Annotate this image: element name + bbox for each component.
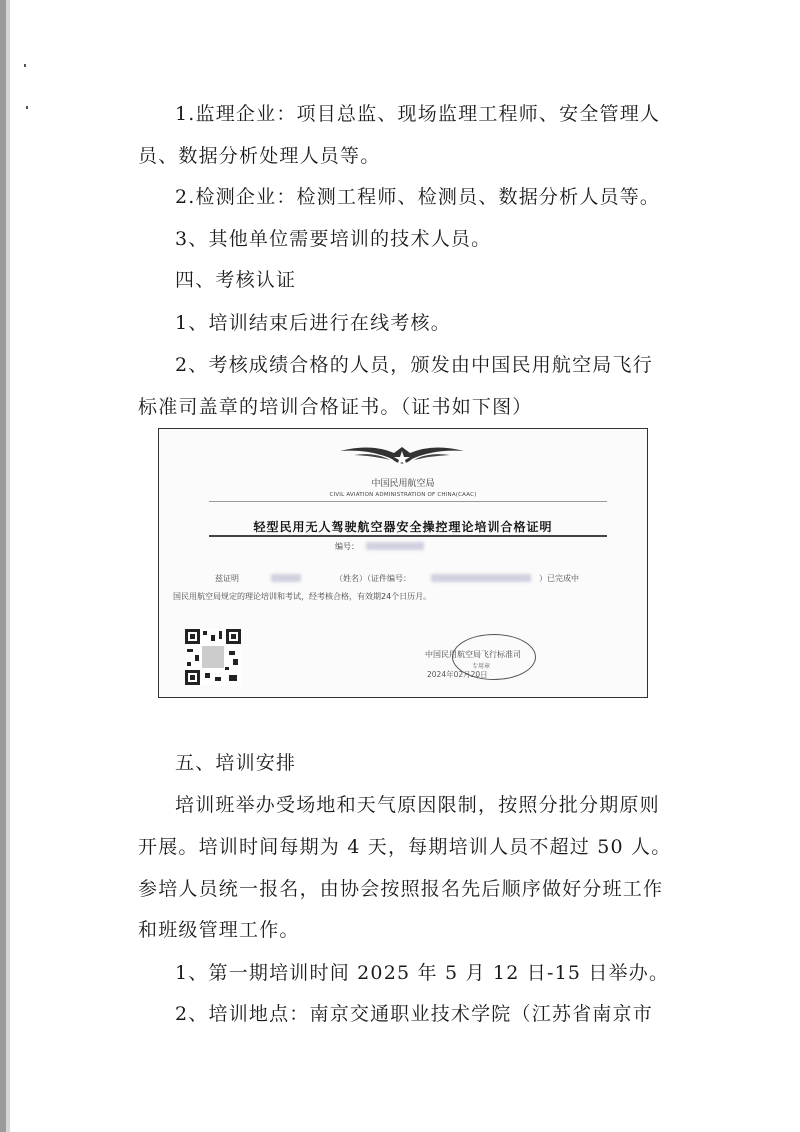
- paragraph-line: 员、数据分析处理人员等。: [138, 145, 381, 167]
- cert-prefix: 兹证明: [215, 574, 239, 583]
- paragraph-line: 参培人员统一报名，由协会按照报名先后顺序做好分班工作: [138, 878, 664, 900]
- list-item-online-exam: 1、培训结束后进行在线考核。: [175, 312, 451, 334]
- list-item-testing: 2.检测企业：检测工程师、检测员、数据分析人员等。: [175, 186, 661, 208]
- paragraph-line: 培训班举办受场地和天气原因限制，按照分批分期原则: [175, 794, 660, 816]
- cert-org-name: 中国民用航空局: [371, 479, 435, 489]
- cert-body-text: 国民用航空局规定的理论培训和考试，经考核合格，有效期24个日历月。: [173, 592, 432, 601]
- cert-number-label: 编号：: [335, 542, 359, 551]
- cert-seal-label: 专用章: [472, 663, 491, 670]
- cert-divider: [209, 535, 607, 537]
- cert-title: 轻型民用无人驾驶航空器安全操控理论培训合格证明: [253, 520, 553, 534]
- list-item-venue: 2、培训地点：南京交通职业技术学院（江苏省南京市: [175, 1003, 653, 1025]
- caac-wings-logo-icon: [340, 441, 464, 471]
- scan-edge-shadow: [6, 0, 10, 1132]
- paragraph-line: 标准司盖章的培训合格证书。（证书如下图）: [138, 396, 533, 418]
- scan-speck: [26, 106, 28, 109]
- paragraph-line: 开展。培训时间每期为 4 天，每期培训人员不超过 50 人。: [138, 836, 672, 858]
- paragraph-line: 和班级管理工作。: [138, 919, 300, 941]
- scan-speck: [24, 64, 26, 67]
- cert-issuer: 中国民用航空局飞行标准司: [425, 650, 521, 659]
- list-item-supervision: 1.监理企业：项目总监、现场监理工程师、安全管理人: [175, 103, 661, 125]
- list-item-first-session: 1、第一期培训时间 2025 年 5 月 12 日-15 日举办。: [175, 962, 670, 984]
- cert-date: 2024年02月20日: [427, 670, 488, 679]
- list-item-other: 3、其他单位需要培训的技术人员。: [175, 228, 492, 250]
- cert-name-label: （姓名）（证件编号：: [335, 574, 411, 583]
- cert-divider: [209, 501, 607, 502]
- cert-completed: ）已完成中: [539, 574, 579, 583]
- redacted-name: [271, 574, 301, 582]
- redacted-id: [431, 574, 531, 582]
- cert-org-name-en: CIVIL AVIATION ADMINISTRATION OF CHINA(CAAC): [329, 492, 477, 498]
- section-heading-assessment: 四、考核认证: [175, 269, 297, 291]
- redacted-number: [366, 542, 424, 550]
- section-heading-schedule: 五、培训安排: [175, 752, 297, 774]
- list-item-certificate: 2、考核成绩合格的人员，颁发由中国民用航空局飞行: [175, 354, 653, 376]
- qr-code-icon: [185, 629, 241, 685]
- certificate-image: [158, 428, 648, 698]
